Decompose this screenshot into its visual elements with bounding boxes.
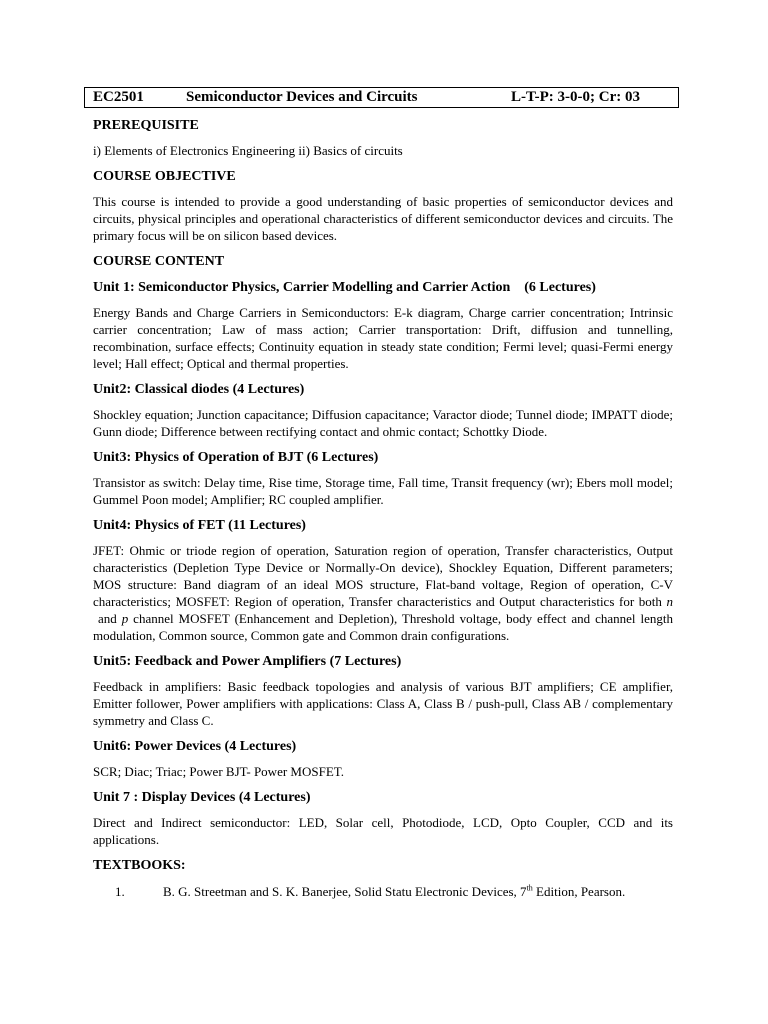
unit-7-title: Unit 7 : Display Devices (4 Lectures) [93, 790, 311, 805]
course-title: Semiconductor Devices and Circuits [186, 89, 418, 105]
prerequisite-heading: PREREQUISITE [93, 118, 199, 133]
prerequisite-text: i) Elements of Electronics Engineering ii) Basics of circuits [93, 143, 403, 158]
unit-1-title: Unit 1: Semiconductor Physics, Carrier Modelling and Carrier Action (6 Lectures) [93, 280, 596, 295]
unit-4-p-italic: p [121, 611, 129, 626]
unit-4-text-a: JFET: Ohmic or triode region of operation, Saturation region of operation, Transfer characteristics, Output characteristics (Depletion Type Device or Normally-On device), Shockley Equation, Different parameters; MOS structure: Band diagram of an ideal MOS structure, Flat-band voltage, Region of operation, C-V characteristics; MOSFET: Region of operation, Transfer characteristics and Output characteristics for both [93, 543, 673, 609]
unit-4-text-b: channel MOSFET (Enhancement and Depletion), Threshold voltage, body effect and channel length modulation, Common source, Common gate and Common drain configurations. [93, 611, 673, 643]
unit-5-title: Unit5: Feedback and Power Amplifiers (7 Lectures) [93, 654, 402, 669]
unit-2-text: Shockley equation; Junction capacitance; Diffusion capacitance; Varactor diode; Tunnel diode; IMPATT diode; Gunn diode; Difference between rectifying contact and ohmic contact; Schottky Diode. [93, 407, 673, 439]
unit-4-and: and [93, 611, 122, 626]
textbook-number: 1. [115, 884, 125, 899]
course-ltp-credits: L-T-P: 3-0-0; Cr: 03 [511, 89, 641, 105]
unit-6-text: SCR; Diac; Triac; Power BJT- Power MOSFET. [93, 764, 344, 779]
unit-3-title: Unit3: Physics of Operation of BJT (6 Lectures) [93, 450, 379, 465]
objective-heading: COURSE OBJECTIVE [93, 169, 236, 184]
course-header-box [84, 87, 679, 108]
unit-6-title: Unit6: Power Devices (4 Lectures) [93, 739, 297, 754]
textbook-item [93, 883, 673, 900]
textbook-edition-sup: th [526, 883, 533, 893]
textbook-text-b: Edition, Pearson. [532, 884, 626, 899]
unit-4-n-italic: n [666, 594, 673, 609]
unit-1-text: Energy Bands and Charge Carriers in Semiconductors: E-k diagram, Charge carrier concentration; Intrinsic carrier concentration; Law of mass action; Carrier transportation: Drift, diffusion and tunnelling, recombination, surface effects; Continuity equation in steady state condition; Fermi level; quasi-Fermi energy level; Hall effect; Optical and thermal properties. [93, 305, 673, 371]
document-page [93, 87, 673, 900]
unit-5-text: Feedback in amplifiers: Basic feedback topologies and analysis of various BJT amplifiers; CE amplifier, Emitter follower, Power amplifiers with applications: Class A, Class B / push-pull, Class AB / complementary symmetry and Class C. [93, 679, 673, 728]
unit-2-title: Unit2: Classical diodes (4 Lectures) [93, 382, 305, 397]
textbooks-heading: TEXTBOOKS: [93, 858, 186, 873]
textbook-text-a: B. G. Streetman and S. K. Banerjee, Solid Statu Electronic Devices, 7 [163, 884, 527, 899]
course-code: EC2501 [93, 89, 144, 105]
objective-text: This course is intended to provide a good understanding of basic properties of semiconductor devices and circuits, physical principles and operational characteristics of different semiconductor devices and circuits. The primary focus will be on silicon based devices. [93, 194, 673, 243]
unit-3-text: Transistor as switch: Delay time, Rise time, Storage time, Fall time, Transit frequency (wr); Ebers moll model; Gummel Poon model; Amplifier; RC coupled amplifier. [93, 475, 673, 507]
textbook-citation [163, 883, 625, 900]
unit-4-title: Unit4: Physics of FET (11 Lectures) [93, 518, 306, 533]
unit-7-text: Direct and Indirect semiconductor: LED, Solar cell, Photodiode, LCD, Opto Coupler, CCD and its applications. [93, 815, 673, 847]
content-heading: COURSE CONTENT [93, 254, 225, 269]
unit-4-text [93, 542, 673, 644]
